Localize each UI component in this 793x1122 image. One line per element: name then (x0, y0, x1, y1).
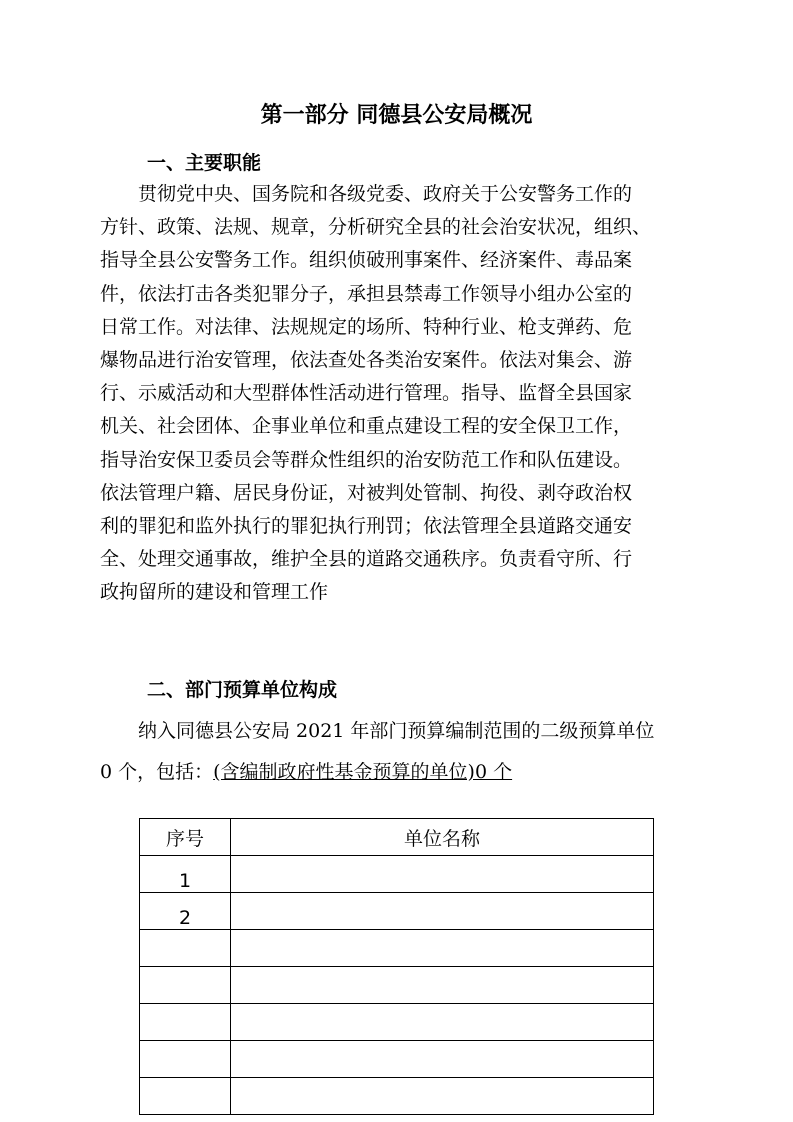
table-row (140, 1041, 654, 1078)
paragraph-line: 指导全县公安警务工作。组织侦破刑事案件、经济案件、毒品案 (100, 249, 633, 272)
paragraph-line: 爆物品进行治安管理，依法查处各类治安案件。依法对集会、游 (100, 348, 633, 371)
cell-serial (140, 967, 231, 1004)
units-intro-line-1: 纳入同德县公安局 2021 年部门预算编制范围的二级预算单位 (100, 720, 655, 742)
header-unit-name: 单位名称 (231, 819, 654, 856)
cell-unit-name (231, 893, 654, 930)
paragraph-line: 行、示威活动和大型群体性活动进行管理。指导、监督全县国家 (100, 382, 633, 405)
table-row (140, 1004, 654, 1041)
cell-serial (140, 1078, 231, 1115)
paragraph-line: 依法管理户籍、居民身份证，对被判处管制、拘役、剥夺政治权 (100, 481, 633, 504)
fund-units-count-text: (含编制政府性基金预算的单位)0 个 (213, 761, 513, 783)
cell-unit-name (231, 1078, 654, 1115)
section-heading-units: 二、部门预算单位构成 (147, 679, 338, 701)
functions-paragraph (100, 178, 700, 609)
cell-unit-name (231, 856, 654, 893)
paragraph-line: 机关、社会团体、企事业单位和重点建设工程的安全保卫工作， (100, 415, 633, 438)
paragraph-line: 方针、政策、法规、规章，分析研究全县的社会治安状况，组织、 (100, 216, 652, 239)
cell-serial (140, 1041, 231, 1078)
cell-unit-name (231, 1004, 654, 1041)
paragraph-line: 指导治安保卫委员会等群众性组织的治安防范工作和队伍建设。 (100, 448, 633, 471)
table-row (140, 930, 654, 967)
paragraph-line: 件，依法打击各类犯罪分子，承担县禁毒工作领导小组办公室的 (100, 282, 633, 305)
table-row (140, 1078, 654, 1115)
table-header-row (140, 819, 654, 856)
paragraph-line: 全、处理交通事故，维护全县的道路交通秩序。负责看守所、行 (100, 548, 633, 571)
cell-serial: 2 (140, 893, 231, 930)
budget-units-table (139, 818, 654, 1115)
cell-serial: 1 (140, 856, 231, 893)
cell-unit-name (231, 1041, 654, 1078)
cell-serial (140, 930, 231, 967)
table-row (140, 856, 654, 893)
paragraph-line: 利的罪犯和监外执行的罪犯执行刑罚；依法管理全县道路交通安 (100, 514, 633, 537)
paragraph-line: 政拘留所的建设和管理工作 (100, 581, 329, 604)
cell-serial (140, 1004, 231, 1041)
units-intro-line-2 (100, 757, 700, 784)
cell-unit-name (231, 967, 654, 1004)
section-heading-functions: 一、主要职能 (147, 152, 262, 174)
paragraph-line: 贯彻党中央、国务院和各级党委、政府关于公安警务工作的 (100, 183, 633, 205)
paragraph-line: 日常工作。对法律、法规规定的场所、特种行业、枪支弹药、危 (100, 315, 633, 338)
header-serial: 序号 (140, 819, 231, 856)
cell-unit-name (231, 930, 654, 967)
table-row (140, 893, 654, 930)
units-count-text: 0 个，包括： (100, 761, 214, 783)
table-row (140, 967, 654, 1004)
page-title: 第一部分 同德县公安局概况 (260, 103, 533, 128)
